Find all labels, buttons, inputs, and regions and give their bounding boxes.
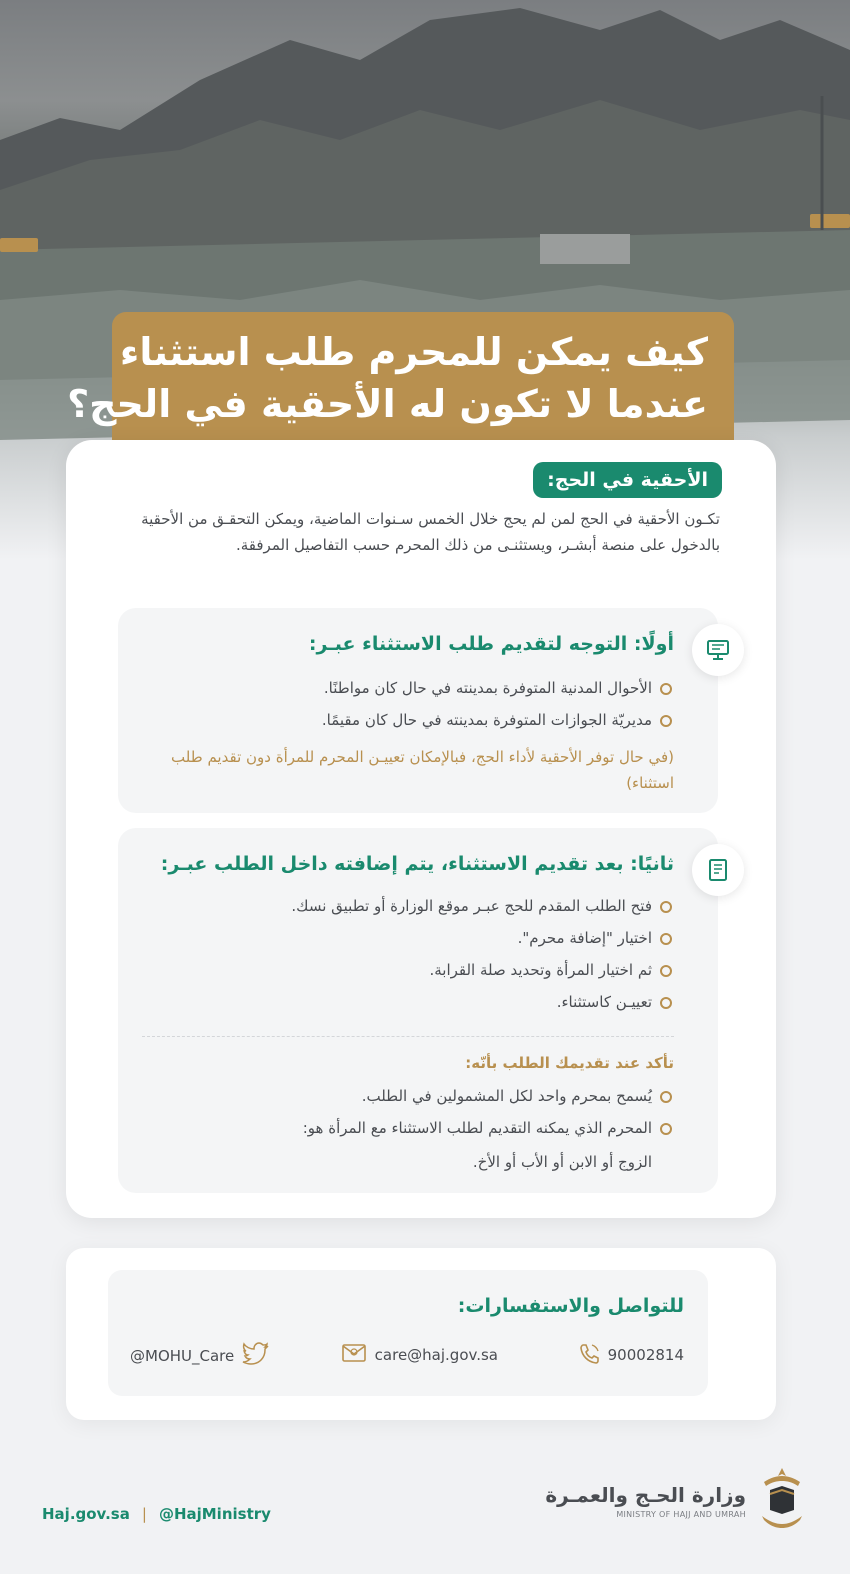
ministry-name-en: MINISTRY OF HAJJ AND UMRAH <box>616 1510 746 1519</box>
twitter-icon <box>242 1342 270 1370</box>
website-link[interactable]: Haj.gov.sa <box>42 1505 130 1523</box>
eligibility-label: الأحقية في الحج: <box>533 462 722 498</box>
list-item: المحرم الذي يمكنه التقديم لطلب الاستثناء مع المرأة هو: <box>154 1112 674 1144</box>
contact-card <box>66 1248 776 1420</box>
ministry-logo <box>545 1466 808 1536</box>
phone-number: 90002814 <box>607 1346 684 1364</box>
title-banner <box>67 312 734 440</box>
contact-email[interactable] <box>341 1342 498 1368</box>
section-first-step <box>118 608 718 813</box>
section-second-title: ثانيًا: بعد تقديم الاستثناء، يتم إضافته داخل الطلب عبـر: <box>160 853 674 875</box>
footer-separator: | <box>141 1505 147 1523</box>
list-item: الأحوال المدنية المتوفرة بمدينته في حال كان مواطنًا. <box>154 672 674 704</box>
relatives-text: الزوج أو الابن أو الأب أو الأخ. <box>472 1153 652 1171</box>
section-first-note: (في حال توفر الأحقية لأداء الحج، فبالإمكان تعييـن المحرم للمرأة دون تقديم طلب استثناء) <box>171 748 674 792</box>
list-item: اختيار "إضافة محرم". <box>154 922 674 954</box>
eligibility-text: تكـون الأحقية في الحج لمن لم يحج خلال الخمس سـنوات الماضية، ويمكن التحقـق من الأحقية بالدخول على منصة أبشـر، ويستثنـى من ذلك المحرم حسب التفاصيل المرفقة. <box>141 510 720 554</box>
ministry-name-ar: وزارة الحـج والعمـرة <box>545 1483 746 1507</box>
contact-panel <box>108 1270 708 1396</box>
social-handle-link[interactable]: @HajMinistry <box>158 1505 271 1523</box>
document-icon <box>692 844 744 896</box>
list-item: ثم اختيار المرأة وتحديد صلة القرابة. <box>154 954 674 986</box>
section-second-list <box>154 890 674 1018</box>
email-address: care@haj.gov.sa <box>374 1346 498 1364</box>
main-card <box>66 440 776 1218</box>
list-item: فتح الطلب المقدم للحج عبـر موقع الوزارة أو تطبيق نسك. <box>154 890 674 922</box>
contact-twitter[interactable] <box>130 1342 270 1370</box>
contact-phone[interactable] <box>578 1342 684 1368</box>
ministry-logo-text <box>545 1481 746 1521</box>
phone-icon <box>578 1342 600 1368</box>
section-divider <box>142 1036 674 1037</box>
list-item: يُسمح بمحرم واحد لكل المشمولين في الطلب. <box>154 1080 674 1112</box>
footer-links <box>42 1502 271 1526</box>
kaaba-emblem-icon <box>756 1466 808 1536</box>
computer-icon <box>692 624 744 676</box>
title-line-2: عندما لا تكون له الأحقية في الحج؟ <box>67 382 708 426</box>
section-first-list <box>154 672 674 736</box>
twitter-handle: @MOHU_Care <box>130 1347 235 1365</box>
confirm-list <box>154 1080 674 1144</box>
section-first-title: أولًا: التوجه لتقديم طلب الاستثناء عبـر: <box>308 633 674 655</box>
title-line-1: كيف يمكن للمحرم طلب استثناء <box>119 330 708 374</box>
email-icon <box>341 1342 367 1368</box>
confirm-title: تأكد عند تقديمك الطلب بأنّه: <box>465 1054 674 1072</box>
section-second-step <box>118 828 718 1193</box>
list-item: مديريّة الجوازات المتوفرة بمدينته في حال كان مقيمًا. <box>154 704 674 736</box>
list-item: تعييـن كاستثناء. <box>154 986 674 1018</box>
contact-title: للتواصل والاستفسارات: <box>457 1295 684 1317</box>
